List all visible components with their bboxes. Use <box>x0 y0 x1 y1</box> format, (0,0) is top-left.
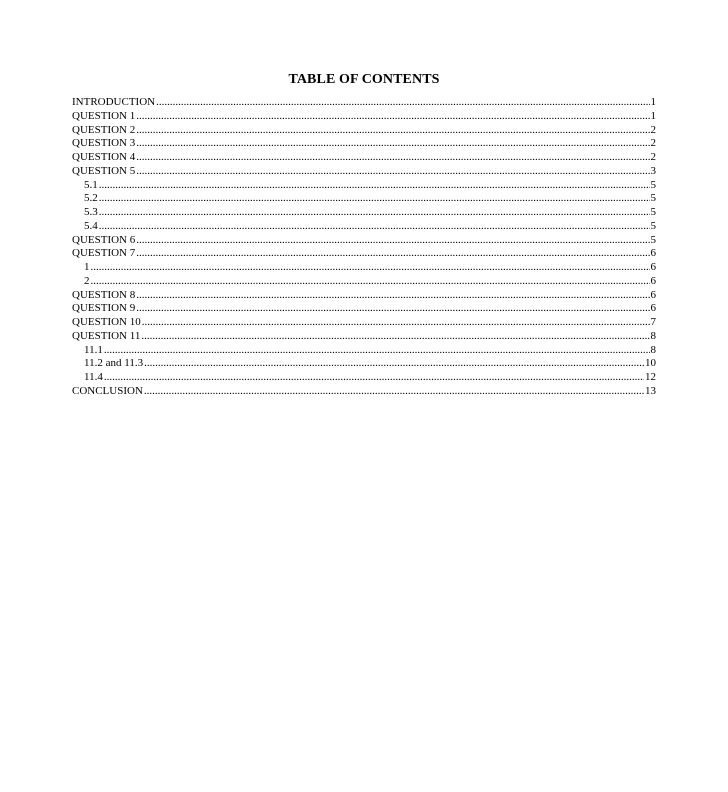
toc-entry[interactable] <box>72 357 656 371</box>
toc-entry-label: 11.1 <box>84 343 103 356</box>
toc-dot-leader <box>136 110 649 124</box>
toc-entry-page-number: 5 <box>650 219 656 232</box>
toc-entry[interactable] <box>72 302 656 316</box>
toc-entry-page-number: 7 <box>650 316 656 328</box>
toc-entry-label: QUESTION 4 <box>72 151 136 163</box>
toc-entry-label: 11.2 and 11.3 <box>84 357 144 370</box>
toc-entry[interactable] <box>72 151 656 165</box>
toc-entry[interactable] <box>72 344 656 358</box>
toc-entry[interactable] <box>72 247 656 261</box>
toc-dot-leader <box>136 124 649 138</box>
toc-entry[interactable] <box>72 234 656 248</box>
toc-entry-label: QUESTION 2 <box>72 123 136 136</box>
toc-entry-page-number: 10 <box>645 357 656 370</box>
toc-entry-label: INTRODUCTION <box>72 96 156 108</box>
toc-entry-page-number: 8 <box>650 329 656 342</box>
toc-entry[interactable] <box>72 206 656 220</box>
toc-entry-page-number: 6 <box>650 274 656 287</box>
toc-entry-page-number: 6 <box>650 247 656 260</box>
toc-entry-label: QUESTION 5 <box>72 164 136 177</box>
toc-entry-page-number: 8 <box>650 343 656 356</box>
toc-dot-leader <box>156 96 649 110</box>
toc-dot-leader <box>142 316 650 330</box>
toc-entry[interactable] <box>72 385 656 399</box>
toc-entry-page-number: 2 <box>650 151 656 163</box>
toc-dot-leader <box>91 275 650 289</box>
toc-entry-label: QUESTION 3 <box>72 137 136 150</box>
toc-entry-page-number: 5 <box>650 233 656 246</box>
toc-title: TABLE OF CONTENTS <box>288 72 440 87</box>
toc-dot-leader <box>104 344 650 358</box>
toc-dot-leader <box>144 357 644 371</box>
toc-entry-label: QUESTION 1 <box>72 109 136 122</box>
toc-entry[interactable] <box>72 96 656 110</box>
toc-entry-page-number: 5 <box>650 192 656 205</box>
toc-entry-label: QUESTION 7 <box>72 247 136 260</box>
toc-entry-page-number: 6 <box>650 288 656 301</box>
toc-entry-label: 5.2 <box>84 192 98 205</box>
toc-entry[interactable] <box>72 179 656 193</box>
toc-dot-leader <box>136 151 649 165</box>
toc-entry[interactable] <box>72 110 656 124</box>
toc-entry-page-number: 1 <box>650 96 656 108</box>
toc-entry-label: 1 <box>84 261 90 273</box>
toc-entry-label: QUESTION 10 <box>72 316 141 328</box>
toc-dot-leader <box>136 302 649 316</box>
toc-entry-page-number: 2 <box>650 123 656 136</box>
toc-entry-label: 5.4 <box>84 219 98 232</box>
toc-entry-label: 2 <box>84 274 90 287</box>
toc-entry-page-number: 2 <box>650 137 656 150</box>
toc-entry[interactable] <box>72 371 656 385</box>
toc-entry-label: 5.1 <box>84 178 98 191</box>
toc-entry[interactable] <box>72 289 656 303</box>
toc-dot-leader <box>99 220 650 234</box>
toc-entry-label: 5.3 <box>84 206 98 218</box>
toc-dot-leader <box>136 137 649 151</box>
toc-entry-page-number: 5 <box>650 178 656 191</box>
toc-entry[interactable] <box>72 330 656 344</box>
toc-dot-leader <box>99 179 650 193</box>
toc-dot-leader <box>91 261 650 275</box>
toc-dot-leader <box>136 234 649 248</box>
toc-entry-label: QUESTION 11 <box>72 329 141 342</box>
toc-dot-leader <box>136 289 649 303</box>
toc-entry-label: QUESTION 9 <box>72 302 136 315</box>
toc-list <box>72 96 656 399</box>
toc-entry-page-number: 5 <box>650 206 656 218</box>
toc-entry-page-number: 6 <box>650 302 656 315</box>
toc-entry-page-number: 13 <box>645 384 656 397</box>
toc-entry-page-number: 6 <box>650 261 656 273</box>
toc-entry-page-number: 12 <box>645 371 656 383</box>
toc-entry[interactable] <box>72 275 656 289</box>
toc-dot-leader <box>104 371 644 385</box>
toc-entry[interactable] <box>72 192 656 206</box>
toc-dot-leader <box>99 192 650 206</box>
toc-entry[interactable] <box>72 165 656 179</box>
toc-entry[interactable] <box>72 220 656 234</box>
toc-dot-leader <box>136 165 649 179</box>
toc-entry-label: QUESTION 6 <box>72 233 136 246</box>
toc-entry-label: QUESTION 8 <box>72 288 136 301</box>
toc-dot-leader <box>144 385 644 399</box>
toc-entry[interactable] <box>72 261 656 275</box>
toc-dot-leader <box>141 330 649 344</box>
toc-entry[interactable] <box>72 137 656 151</box>
toc-entry-page-number: 1 <box>650 109 656 122</box>
toc-dot-leader <box>136 247 649 261</box>
toc-entry-label: CONCLUSION <box>72 384 143 397</box>
toc-entry[interactable] <box>72 316 656 330</box>
toc-entry-label: 11.4 <box>84 371 103 383</box>
toc-dot-leader <box>99 206 650 220</box>
toc-entry[interactable] <box>72 124 656 138</box>
toc-entry-page-number: 3 <box>650 164 656 177</box>
